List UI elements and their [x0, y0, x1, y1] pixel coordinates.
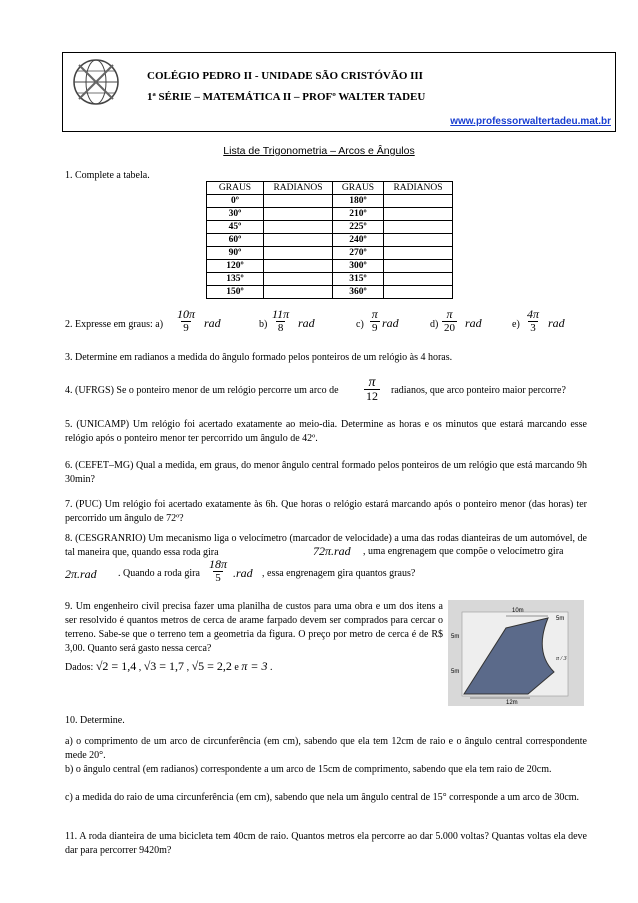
label-top: 10m — [512, 608, 524, 614]
denominator: 3 — [530, 322, 536, 334]
radian-cell[interactable] — [384, 221, 453, 234]
numerator: 4π — [527, 307, 540, 321]
terrain-figure — [448, 600, 584, 706]
denominator: 9 — [183, 322, 189, 334]
q8-mid: , uma engrenagem que compõe o velocímetro gira — [363, 546, 564, 557]
radian-cell[interactable] — [264, 286, 333, 299]
q8-mid2: . Quando a roda gira — [118, 568, 200, 579]
fraction-q8 — [208, 558, 228, 585]
table-header: RADIANOS — [384, 182, 453, 195]
frac-unit: .rad — [233, 566, 253, 580]
label-bottom: 12m — [506, 700, 518, 706]
numerator: 18π — [209, 557, 228, 571]
expr-72pi: 72π.rad — [313, 544, 351, 558]
question-4-end: radianos, que arco ponteiro maior percorre? — [391, 385, 566, 396]
website-link[interactable]: www.professorwaltertadeu.mat.br — [450, 116, 611, 127]
and-word: e — [234, 662, 239, 673]
item-e-label: e) — [512, 319, 520, 330]
unit-rad: rad — [548, 316, 565, 330]
degree-cell: 150º — [207, 286, 264, 299]
question-10b: b) o ângulo central (em radianos) correspondente a um arco de 15cm de comprimento, sabendo que ela tem raio de 20cm. — [65, 764, 552, 775]
radian-cell[interactable] — [384, 260, 453, 273]
question-4: 4. (UFRGS) Se o ponteiro menor de um relógio percorre um arco de — [65, 385, 339, 396]
degree-cell: 135º — [207, 273, 264, 286]
radian-cell[interactable] — [384, 208, 453, 221]
unit-rad: rad — [204, 316, 221, 330]
course-line: 1ª SÉRIE – MATEMÁTICA II – PROFº WALTER TADEU — [147, 91, 426, 103]
question-11: 11. A roda dianteira de uma bicicleta tem 40cm de raio. Quantos metros ela percorre ao dar 5.000 voltas? Quantas voltas ela deve dar para percorrer 9420m? — [65, 831, 587, 856]
value-sqrt2: √2 = 1,4 — [95, 659, 137, 673]
page-title: Lista de Trigonometria – Arcos e Ângulos — [223, 145, 415, 157]
degree-cell: 180º — [333, 195, 384, 208]
numerator: π — [371, 307, 378, 321]
question-5: 5. (UNICAMP) Um relógio foi acertado exatamente ao meio-dia. Determine as horas e os minutos que estará marcando esse relógio após o ponteiro menor ter percorrido um ângulo de 42º. — [65, 419, 587, 444]
question-7: 7. (PUC) Um relógio foi acertado exatamente às 6h. Que horas o relógio estará marcando após o ponteiro menor (das horas) ter percorrido um ângulo de 72º? — [65, 499, 587, 524]
value-sqrt3: √3 = 1,7 — [143, 659, 185, 673]
label-left-1: 5m — [451, 634, 460, 640]
degree-cell: 210º — [333, 208, 384, 221]
radian-cell[interactable] — [384, 286, 453, 299]
value-sqrt5: √5 = 2,2 — [191, 659, 232, 673]
question-10: 10. Determine. — [65, 715, 125, 726]
degrees-table — [206, 181, 453, 299]
denominator: 8 — [277, 322, 284, 334]
radian-cell[interactable] — [264, 273, 333, 286]
numerator: π — [368, 375, 376, 390]
radian-cell[interactable] — [384, 234, 453, 247]
table-row — [207, 234, 453, 247]
q8-text: 8. (CESGRANRIO) Um mecanismo liga o velocímetro (marcador de velocidade) a uma das rodas dianteiras de um automóvel, de tal maneira que, quando essa roda gira — [65, 533, 587, 558]
question-1: 1. Complete a tabela. — [65, 170, 150, 181]
q9-data: Dados: √2 = 1,4 , √3 = 1,7 , √5 = 2,2 e π = 3 . — [65, 659, 273, 673]
degree-cell: 270º — [333, 247, 384, 260]
radian-cell[interactable] — [384, 247, 453, 260]
radian-cell[interactable] — [384, 195, 453, 208]
item-c-label: c) — [356, 319, 364, 330]
table-row — [207, 260, 453, 273]
radian-cell[interactable] — [264, 208, 333, 221]
school-name: COLÉGIO PEDRO II - UNIDADE SÃO CRISTÓVÃO III — [147, 70, 423, 82]
question-9: 9. Um engenheiro civil precisa fazer uma planilha de custos para uma obra e um dos itens a ser resolvido é quantos metros de cerca de arame farpado devem ser comprados para cercar o terreno. Sabe-se que o terreno tem a geometria da figura. O preço por metro de cerca é de R$ 3,00. Quanto será gasto nessa cerca? — [65, 601, 443, 654]
question-2: 2. Expresse em graus: a) — [65, 319, 164, 330]
table-row — [207, 208, 453, 221]
degree-cell: 45º — [207, 221, 264, 234]
unit-rad: rad — [382, 316, 399, 330]
table-header: GRAUS — [333, 182, 384, 195]
denominator: 12 — [366, 389, 378, 403]
numerator: π — [446, 307, 453, 321]
data-label: Dados: — [65, 662, 94, 673]
fraction-q4 — [364, 376, 380, 403]
degree-cell: 315º — [333, 273, 384, 286]
fraction-e — [526, 308, 540, 335]
radian-cell[interactable] — [264, 260, 333, 273]
school-logo — [71, 57, 121, 107]
numerator: 10π — [177, 307, 196, 321]
fraction-b — [271, 308, 290, 335]
label-right: 5m — [556, 616, 565, 622]
item-d-label: d) — [430, 319, 439, 330]
degree-cell: 60º — [207, 234, 264, 247]
fraction-d — [442, 308, 457, 335]
degree-cell: 90º — [207, 247, 264, 260]
radian-cell[interactable] — [264, 247, 333, 260]
question-10a: a) o comprimento de um arco de circunferência (em cm), sabendo que ela tem 12cm de raio e o ângulo central correspondente mede 20°. — [65, 736, 587, 761]
radian-cell[interactable] — [264, 221, 333, 234]
table-header: RADIANOS — [264, 182, 333, 195]
table-row — [207, 247, 453, 260]
table-row — [207, 286, 453, 299]
unit-rad: rad — [298, 316, 315, 330]
denominator: 5 — [215, 572, 221, 584]
degree-cell: 360º — [333, 286, 384, 299]
table-header: GRAUS — [207, 182, 264, 195]
question-3: 3. Determine em radianos a medida do ângulo formado pelos ponteiros de um relógio às 4 horas. — [65, 352, 453, 363]
radian-cell[interactable] — [264, 234, 333, 247]
table-row — [207, 221, 453, 234]
fraction-a — [176, 308, 196, 335]
value-pi: π = 3 — [241, 659, 268, 673]
label-left-2: 5m — [451, 669, 460, 675]
question-6: 6. (CEFET–MG) Qual a medida, em graus, do menor ângulo central formado pelos ponteiros de um relógio que está marcando 9h 30min? — [65, 460, 587, 485]
degree-cell: 225º — [333, 221, 384, 234]
degree-cell: 30º — [207, 208, 264, 221]
question-10c: c) a medida do raio de uma circunferência (em cm), sabendo que nela um ângulo central de 15° corresponde a um arco de 30cm. — [65, 792, 580, 803]
q8-end: , essa engrenagem gira quantos graus? — [262, 568, 416, 579]
radian-cell[interactable] — [264, 195, 333, 208]
numerator: 11π — [272, 307, 290, 321]
header-box — [62, 52, 616, 132]
item-b-label: b) — [259, 319, 268, 330]
degree-cell: 120º — [207, 260, 264, 273]
table-row — [207, 273, 453, 286]
radian-cell[interactable] — [384, 273, 453, 286]
denominator: 9 — [372, 322, 378, 334]
degree-cell: 300º — [333, 260, 384, 273]
denominator: 20 — [444, 322, 455, 334]
unit-rad: rad — [465, 316, 482, 330]
degree-cell: 0º — [207, 195, 264, 208]
table-row — [207, 195, 453, 208]
degree-cell: 240º — [333, 234, 384, 247]
label-angle: π / 3 — [556, 656, 567, 662]
fraction-c — [370, 308, 380, 335]
expr-2pi: 2π.rad — [65, 567, 97, 581]
